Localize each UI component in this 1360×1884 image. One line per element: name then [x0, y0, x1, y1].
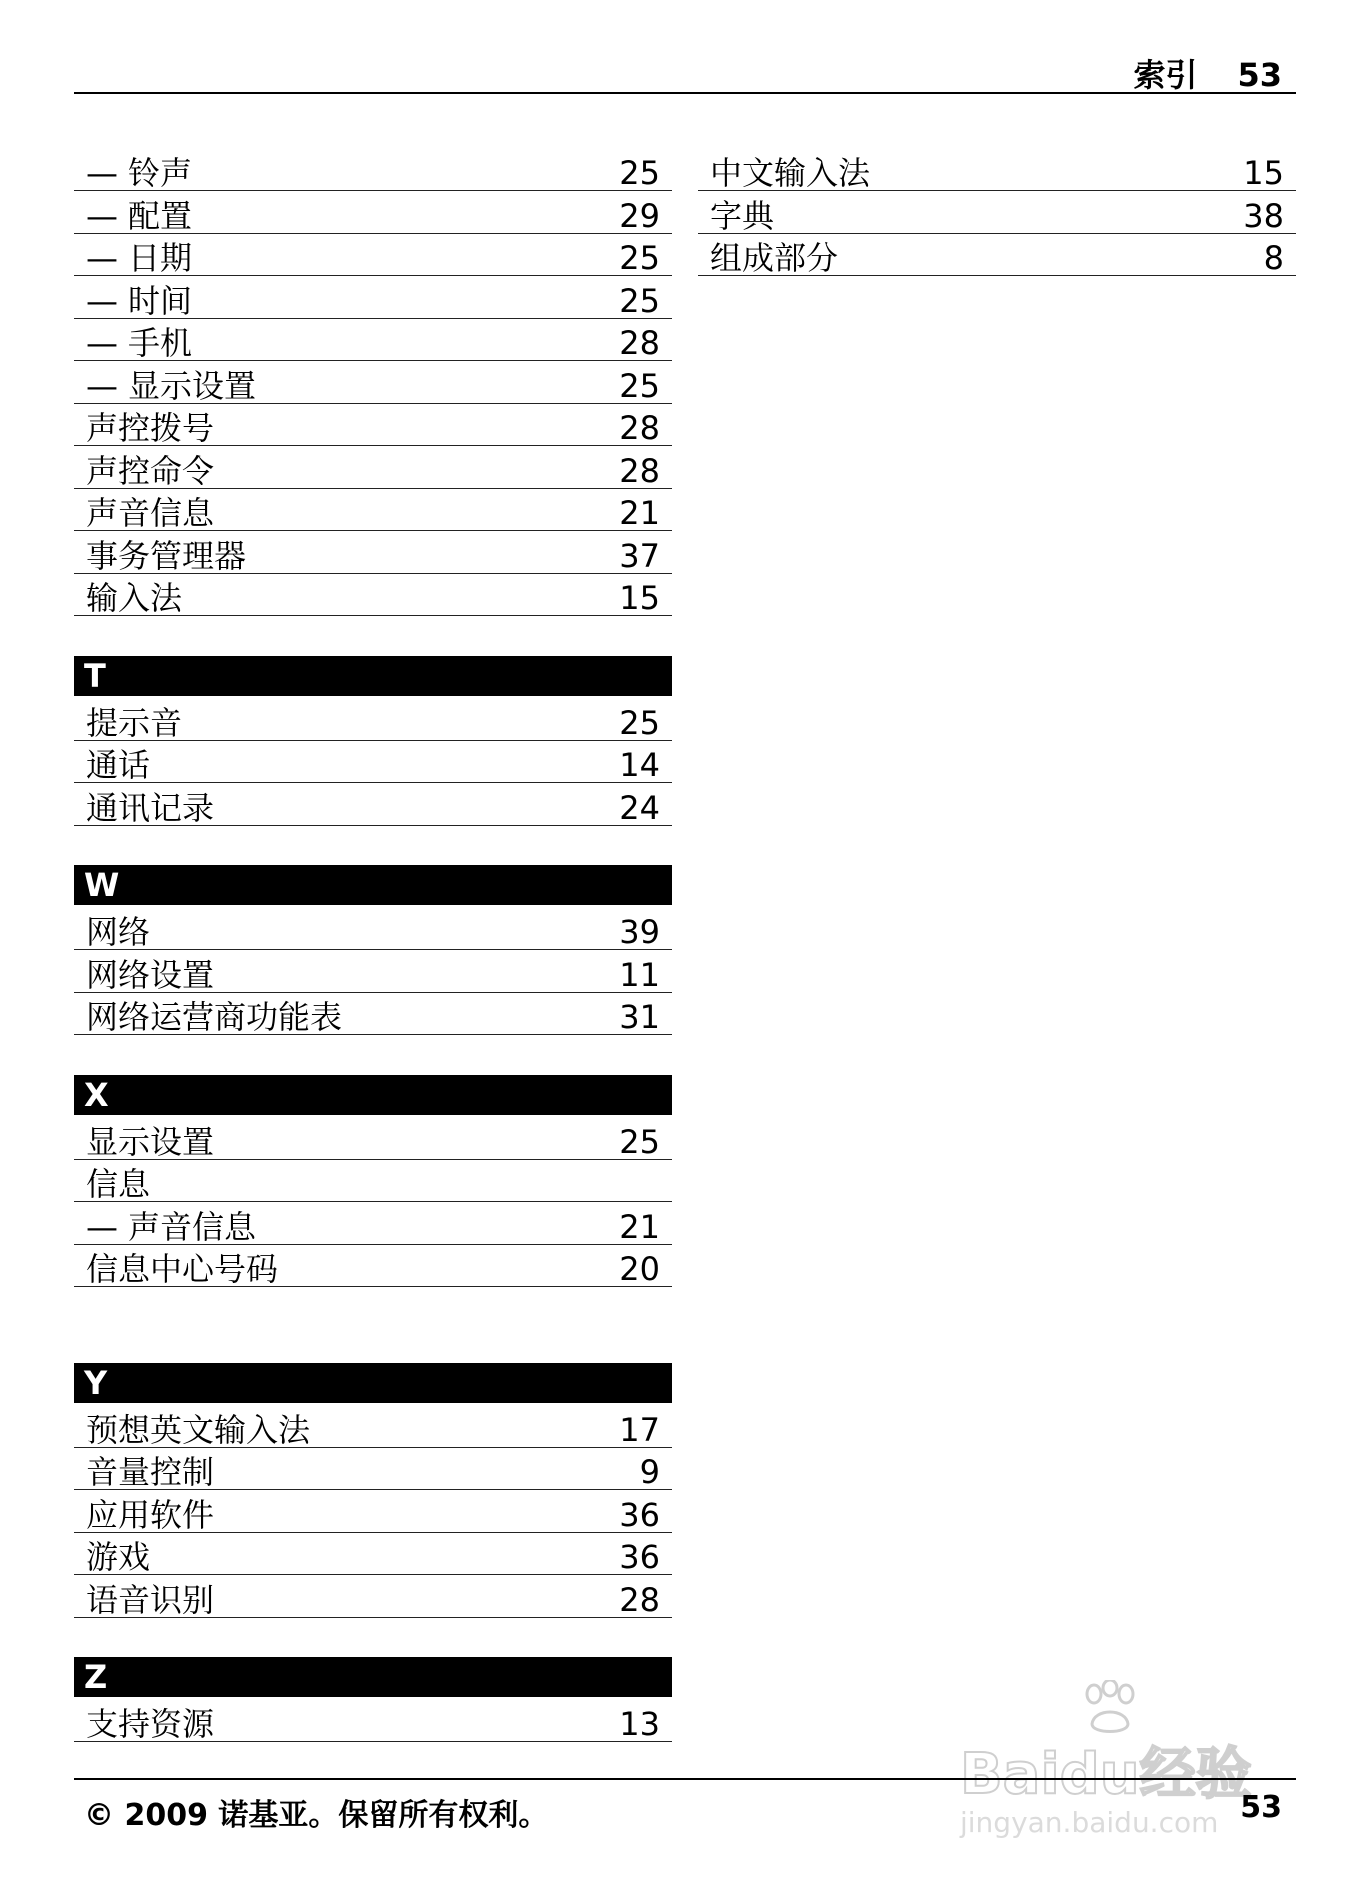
entry-label [86, 1165, 151, 1203]
entry-label [86, 281, 193, 320]
section-letter: X [84, 1075, 109, 1114]
entry-page-number: 24 [619, 788, 660, 827]
entry-label [86, 1250, 279, 1288]
index-entry [74, 278, 672, 319]
entry-page-number: 31 [619, 998, 660, 1036]
section-title: 索引 [1133, 56, 1198, 94]
index-entry [74, 785, 672, 826]
entry-label [86, 998, 343, 1036]
entry-label [86, 1538, 151, 1576]
index-entry [74, 909, 672, 950]
watermark-brand: Baidu经验 [960, 1742, 1252, 1807]
entry-label-text: 语音识别 [86, 1580, 215, 1619]
entry-label-text: 信息中心号码 [86, 1250, 279, 1288]
entry-page-number: 25 [619, 154, 660, 192]
entry-label [86, 1122, 215, 1161]
entry-page-number: 36 [619, 1495, 660, 1534]
index-left-column [74, 150, 672, 1744]
header-page-number: 53 [1237, 56, 1282, 94]
entry-label [86, 366, 257, 405]
entry-label [710, 154, 871, 192]
index-entry [74, 575, 672, 616]
entry-page-number: 15 [619, 579, 660, 617]
entry-label-text: 字典 [710, 196, 775, 235]
subentry-dash: — [86, 324, 118, 362]
entry-label [86, 1453, 215, 1491]
subentry-dash: — [86, 196, 118, 235]
index-entry [74, 363, 672, 404]
entry-page-number: 20 [619, 1250, 660, 1288]
entry-page-number: 28 [619, 409, 660, 447]
watermark-url: jingyan.baidu.com [960, 1806, 1219, 1839]
section-letter-header [74, 1075, 672, 1115]
header-text [1133, 50, 1282, 96]
entry-page-number: 36 [619, 1538, 660, 1576]
section-gap [74, 1619, 672, 1657]
index-entry [698, 193, 1296, 234]
section-letter-header [74, 656, 672, 696]
entry-label [86, 955, 215, 994]
index-entry [74, 1161, 672, 1202]
section-gap [74, 618, 672, 656]
entry-label-text: 通讯记录 [86, 788, 215, 827]
index-entry [74, 1246, 672, 1287]
index-entry [74, 1577, 672, 1618]
index-entry [74, 1701, 672, 1742]
index-entry [74, 952, 672, 993]
index-entry [74, 448, 672, 489]
entry-label-text: 配置 [128, 196, 193, 235]
section-letter: W [84, 866, 120, 904]
entry-page-number: 28 [619, 324, 660, 362]
section-letter: T [84, 656, 106, 695]
page-header [74, 44, 1296, 94]
entry-label-text: 提示音 [86, 703, 183, 742]
paw-logo-icon [1080, 1680, 1140, 1736]
entry-page-number: 39 [619, 913, 660, 951]
section-gap [74, 827, 672, 865]
entry-page-number: 13 [619, 1705, 660, 1743]
entry-label [86, 239, 193, 277]
entry-label-text: 输入法 [86, 579, 183, 617]
entry-page-number: 28 [619, 451, 660, 490]
entry-page-number: 25 [619, 281, 660, 320]
entry-page-number: 11 [619, 955, 660, 994]
entry-label-text: 日期 [128, 239, 193, 277]
entry-page-number: 17 [619, 1410, 660, 1449]
entry-label [86, 788, 215, 827]
entry-label [86, 1580, 215, 1619]
entry-label-text: 铃声 [128, 154, 193, 192]
index-entry [74, 742, 672, 783]
entry-label-text: 应用软件 [86, 1495, 215, 1534]
index-entry [74, 1534, 672, 1575]
entry-label-text: 组成部分 [710, 239, 839, 277]
entry-page-number: 14 [619, 746, 660, 784]
entry-label-text: 预想英文输入法 [86, 1410, 311, 1449]
entry-label-text: 显示设置 [128, 366, 257, 405]
index-entry [74, 235, 672, 276]
entry-label [86, 409, 215, 447]
index-entry [74, 320, 672, 361]
entry-label [710, 239, 839, 277]
entry-page-number: 28 [619, 1580, 660, 1619]
entry-label [86, 746, 151, 784]
footer-page-number: 53 [1240, 1790, 1282, 1825]
entry-label-text: 声音信息 [86, 494, 215, 532]
entry-page-number: 25 [619, 703, 660, 742]
entry-page-number: 37 [619, 536, 660, 575]
index-entry [74, 533, 672, 574]
entry-label [86, 703, 183, 742]
entry-label-text: 网络 [86, 913, 151, 951]
section-gap [74, 1289, 672, 1363]
section-letter: Z [84, 1658, 108, 1696]
section-letter: Y [84, 1363, 108, 1402]
index-entry [698, 235, 1296, 276]
entry-page-number: 38 [1243, 196, 1284, 235]
index-entry [74, 1204, 672, 1245]
entry-label-text: 声控命令 [86, 451, 215, 490]
entry-label-text: 事务管理器 [86, 536, 247, 575]
index-entry [74, 1492, 672, 1533]
entry-label-text: 声音信息 [128, 1207, 257, 1246]
index-entry [74, 1449, 672, 1490]
entry-label-text: 网络运营商功能表 [86, 998, 343, 1036]
entry-label [86, 579, 183, 617]
entry-page-number: 21 [619, 494, 660, 532]
index-entry [698, 150, 1296, 191]
index-right-column [698, 150, 1296, 278]
entry-label-text: 手机 [128, 324, 193, 362]
entry-label [86, 1410, 311, 1449]
subentry-dash: — [86, 154, 118, 192]
section-letter-header [74, 1657, 672, 1697]
section-gap [74, 1037, 672, 1075]
section-letter-header [74, 865, 672, 905]
entry-label-text: 信息 [86, 1165, 151, 1203]
entry-label-text: 通话 [86, 746, 151, 784]
entry-label-text: 网络设置 [86, 955, 215, 994]
entry-label [86, 1705, 215, 1743]
entry-page-number: 25 [619, 239, 660, 277]
copyright-text: © 2009 诺基亚。保留所有权利。 [84, 1798, 549, 1833]
page-footer [74, 1778, 1296, 1833]
index-entry [74, 405, 672, 446]
index-entry [74, 1119, 672, 1160]
subentry-dash: — [86, 281, 118, 320]
entry-label-text: 游戏 [86, 1538, 151, 1576]
entry-label [710, 196, 775, 235]
section-letter-header [74, 1363, 672, 1403]
entry-page-number: 29 [619, 196, 660, 235]
index-entry [74, 700, 672, 741]
entry-label-text: 声控拨号 [86, 409, 215, 447]
entry-label [86, 196, 193, 235]
entry-label [86, 494, 215, 532]
entry-label [86, 324, 193, 362]
index-entry [74, 150, 672, 191]
entry-label [86, 913, 151, 951]
entry-label [86, 536, 247, 575]
entry-label-text: 时间 [128, 281, 193, 320]
entry-page-number: 8 [1263, 239, 1284, 277]
entry-label [86, 1495, 215, 1534]
entry-label-text: 支持资源 [86, 1705, 215, 1743]
entry-label [86, 154, 193, 192]
entry-page-number: 21 [619, 1207, 660, 1246]
index-entry [74, 994, 672, 1035]
index-entry [74, 193, 672, 234]
subentry-dash: — [86, 366, 118, 405]
entry-label-text: 显示设置 [86, 1122, 215, 1161]
index-entry [74, 1407, 672, 1448]
entry-label-text: 音量控制 [86, 1453, 215, 1491]
entry-page-number: 9 [639, 1453, 660, 1491]
index-entry [74, 490, 672, 531]
entry-page-number: 15 [1243, 154, 1284, 192]
entry-label [86, 1207, 257, 1246]
subentry-dash: — [86, 1207, 118, 1246]
entry-label-text: 中文输入法 [710, 154, 871, 192]
subentry-dash: — [86, 239, 118, 277]
entry-page-number: 25 [619, 1122, 660, 1161]
entry-page-number: 25 [619, 366, 660, 405]
entry-label [86, 451, 215, 490]
